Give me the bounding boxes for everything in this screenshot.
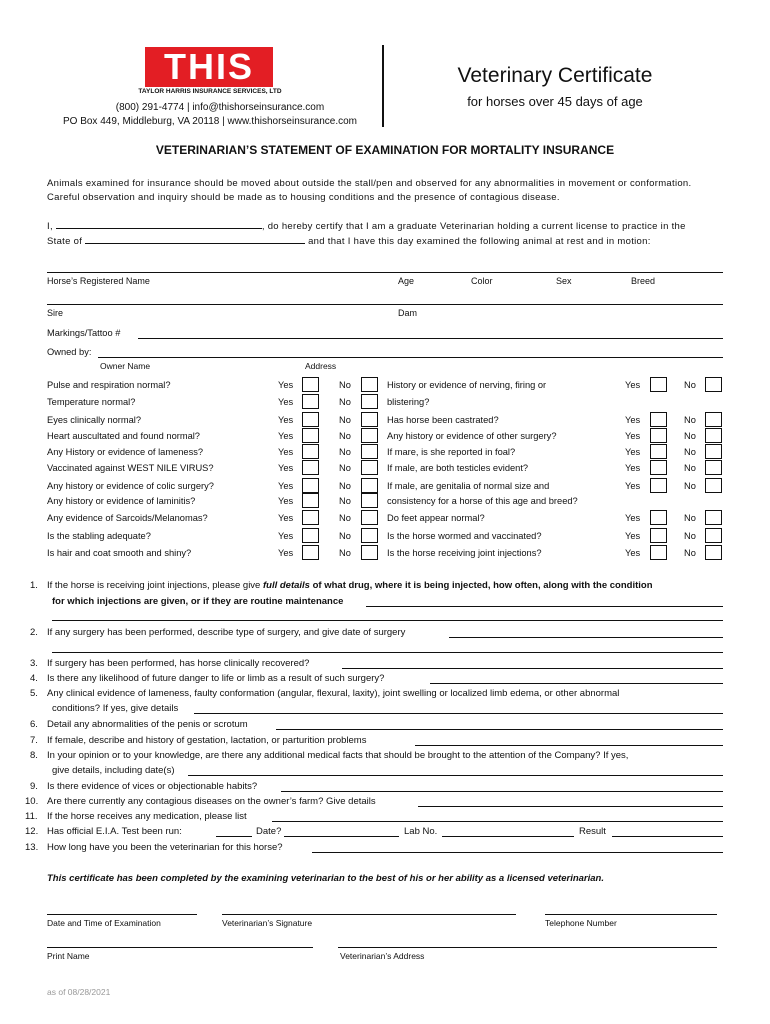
q6-number: 6. bbox=[30, 719, 38, 730]
no-label: No bbox=[339, 380, 351, 390]
q10-text: Are there currently any contagious diseases on the owner’s farm? Give details bbox=[47, 796, 376, 807]
q8-answer-line[interactable] bbox=[188, 775, 723, 776]
yes-label: Yes bbox=[278, 481, 294, 491]
yes-checkbox[interactable] bbox=[650, 460, 667, 475]
q1-text-d: for which injections are given, or if they are routine maintenance bbox=[52, 596, 344, 607]
yes-checkbox[interactable] bbox=[650, 478, 667, 493]
yes-checkbox[interactable] bbox=[302, 478, 319, 493]
q5-text-a: Any clinical evidence of lameness, faulty conformation (angular, flexural, laxity), joint swelling or localized limb edema, or other abnormal bbox=[47, 688, 620, 699]
yes-checkbox[interactable] bbox=[302, 545, 319, 560]
q3-answer-line[interactable] bbox=[342, 668, 723, 669]
no-checkbox[interactable] bbox=[705, 444, 722, 459]
eia-lab-field[interactable] bbox=[442, 836, 574, 837]
left-question: Any History or evidence of lameness? bbox=[47, 447, 204, 457]
left-question: Is hair and coat smooth and shiny? bbox=[47, 548, 192, 558]
yes-checkbox[interactable] bbox=[650, 528, 667, 543]
telephone-label: Telephone Number bbox=[545, 918, 617, 928]
yes-label: Yes bbox=[625, 415, 641, 425]
no-label: No bbox=[339, 415, 351, 425]
q8-text-a: In your opinion or to your knowledge, are there any additional medical facts that should be brought to the attention of the Company? If yes, bbox=[47, 750, 629, 761]
q3-number: 3. bbox=[30, 658, 38, 669]
q1-text bbox=[47, 580, 727, 591]
no-checkbox[interactable] bbox=[705, 412, 722, 427]
contact-address: PO Box 449, Middleburg, VA 20118 | www.thishorseinsurance.com bbox=[62, 116, 358, 127]
right-question: Is the horse wormed and vaccinated? bbox=[387, 531, 542, 541]
company-name: TAYLOR HARRIS INSURANCE SERVICES, LTD bbox=[138, 88, 282, 95]
right-question: Is the horse receiving joint injections? bbox=[387, 548, 542, 558]
q10-answer-line[interactable] bbox=[418, 806, 723, 807]
no-label: No bbox=[684, 447, 696, 457]
yes-label: Yes bbox=[278, 463, 294, 473]
yes-checkbox[interactable] bbox=[650, 412, 667, 427]
no-checkbox[interactable] bbox=[361, 377, 378, 392]
right-question: Has horse been castrated? bbox=[387, 415, 499, 425]
yes-checkbox[interactable] bbox=[650, 444, 667, 459]
yes-checkbox[interactable] bbox=[302, 377, 319, 392]
color-label: Color bbox=[471, 276, 493, 286]
q2-answer-line-2[interactable] bbox=[52, 652, 723, 653]
vet-signature-field[interactable] bbox=[222, 914, 516, 915]
no-label: No bbox=[339, 548, 351, 558]
vet-signature-label: Veterinarian’s Signature bbox=[222, 918, 313, 928]
telephone-field[interactable] bbox=[545, 914, 717, 915]
yes-checkbox[interactable] bbox=[302, 394, 319, 409]
certificate-subtitle: for horses over 45 days of age bbox=[467, 94, 643, 109]
yes-label: Yes bbox=[278, 531, 294, 541]
markings-label: Markings/Tattoo # bbox=[47, 328, 121, 338]
q11-text: If the horse receives any medication, please list bbox=[47, 811, 247, 822]
left-question: Any evidence of Sarcoids/Melanomas? bbox=[47, 513, 208, 523]
sire-dam-line[interactable] bbox=[47, 304, 723, 305]
right-question: History or evidence of nerving, firing or bbox=[387, 380, 547, 390]
left-question: Heart auscultated and found normal? bbox=[47, 431, 200, 441]
intro-paragraph: Animals examined for insurance should be moved about outside the stall/pen and observed for any abnormalities in movement or conformation. Careful observation and inquiry should be made as to housing conditions and the presence of contagious disease. bbox=[47, 178, 692, 203]
q5-answer-line[interactable] bbox=[194, 713, 723, 714]
yes-label: Yes bbox=[278, 513, 294, 523]
q12-lab-label: Lab No. bbox=[404, 826, 438, 837]
yes-checkbox[interactable] bbox=[650, 510, 667, 525]
sire-label: Sire bbox=[47, 308, 64, 318]
no-label: No bbox=[684, 415, 696, 425]
sex-label: Sex bbox=[556, 276, 572, 286]
no-checkbox[interactable] bbox=[361, 478, 378, 493]
q13-number: 13. bbox=[25, 842, 39, 853]
yes-checkbox[interactable] bbox=[302, 528, 319, 543]
q13-text: How long have you been the veterinarian for this horse? bbox=[47, 842, 283, 853]
q2-number: 2. bbox=[30, 627, 38, 638]
q6-answer-line[interactable] bbox=[276, 729, 723, 730]
no-checkbox[interactable] bbox=[361, 460, 378, 475]
print-name-label: Print Name bbox=[47, 951, 90, 961]
right-question: If mare, is she reported in foal? bbox=[387, 447, 516, 457]
no-checkbox[interactable] bbox=[705, 377, 722, 392]
q9-number: 9. bbox=[30, 781, 38, 792]
q12-date-label: Date? bbox=[256, 826, 282, 837]
no-checkbox[interactable] bbox=[361, 545, 378, 560]
state-of-label: State of bbox=[47, 236, 83, 247]
yes-checkbox[interactable] bbox=[302, 412, 319, 427]
markings-field[interactable] bbox=[138, 338, 723, 339]
no-label: No bbox=[684, 380, 696, 390]
q11-answer-line[interactable] bbox=[272, 821, 723, 822]
no-label: No bbox=[339, 496, 351, 506]
no-label: No bbox=[339, 513, 351, 523]
yes-label: Yes bbox=[625, 447, 641, 457]
q3-text: If surgery has been performed, has horse clinically recovered? bbox=[47, 658, 310, 669]
registered-name-line[interactable] bbox=[47, 272, 723, 273]
q6-text: Detail any abnormalities of the penis or scrotum bbox=[47, 719, 248, 730]
no-checkbox[interactable] bbox=[361, 528, 378, 543]
q4-number: 4. bbox=[30, 673, 38, 684]
q1-text-a: If the horse is receiving joint injections, please give bbox=[47, 580, 261, 591]
q7-number: 7. bbox=[30, 735, 38, 746]
yes-label: Yes bbox=[278, 431, 294, 441]
no-checkbox[interactable] bbox=[705, 545, 722, 560]
header-divider bbox=[382, 45, 384, 127]
right-question: blistering? bbox=[387, 397, 430, 407]
left-question: Pulse and respiration normal? bbox=[47, 380, 171, 390]
yes-label: Yes bbox=[278, 380, 294, 390]
veterinarian-name-field[interactable] bbox=[56, 218, 262, 229]
yes-checkbox[interactable] bbox=[650, 377, 667, 392]
yes-label: Yes bbox=[278, 397, 294, 407]
q9-answer-line[interactable] bbox=[281, 791, 723, 792]
no-label: No bbox=[684, 463, 696, 473]
yes-label: Yes bbox=[625, 531, 641, 541]
owner-name-label: Owner Name bbox=[100, 361, 151, 371]
q7-text: If female, describe and history of gestation, lactation, or parturition problems bbox=[47, 735, 367, 746]
q12-result-label: Result bbox=[579, 826, 606, 837]
age-label: Age bbox=[398, 276, 415, 286]
yes-checkbox[interactable] bbox=[302, 444, 319, 459]
q5-text-b: conditions? If yes, give details bbox=[52, 703, 179, 714]
q4-text: Is there any likelihood of future danger to life or limb as a result of such surgery? bbox=[47, 673, 385, 684]
registered-name-label: Horse’s Registered Name bbox=[47, 276, 150, 286]
left-question: Eyes clinically normal? bbox=[47, 415, 142, 425]
q11-number: 11. bbox=[25, 811, 38, 822]
version-date: as of 08/28/2021 bbox=[47, 987, 111, 997]
no-label: No bbox=[339, 481, 351, 491]
logo: THIS bbox=[163, 46, 254, 87]
vet-address-label: Veterinarian’s Address bbox=[340, 951, 425, 961]
q8-text-b: give details, including date(s) bbox=[52, 765, 175, 776]
q12-text-a: Has official E.I.A. Test been run: bbox=[47, 826, 182, 837]
yes-label: Yes bbox=[625, 463, 641, 473]
yes-label: Yes bbox=[625, 548, 641, 558]
q8-number: 8. bbox=[30, 750, 38, 761]
no-checkbox[interactable] bbox=[361, 444, 378, 459]
address-label: Address bbox=[305, 361, 337, 371]
yes-checkbox[interactable] bbox=[302, 428, 319, 443]
completion-statement: This certificate has been completed by the examining veterinarian to the best of his or her ability as a licensed veterinarian. bbox=[47, 873, 604, 884]
yes-checkbox[interactable] bbox=[650, 545, 667, 560]
no-checkbox[interactable] bbox=[705, 528, 722, 543]
certify-text: , do hereby certify that I am a graduate Veterinarian holding a current license to practice in the bbox=[261, 221, 686, 232]
left-question: Any history or evidence of laminitis? bbox=[47, 496, 196, 506]
q13-answer-line[interactable] bbox=[312, 852, 723, 853]
q1-text-emphasis: full details bbox=[262, 580, 310, 591]
state-field[interactable] bbox=[85, 233, 305, 244]
yes-label: Yes bbox=[278, 496, 294, 506]
q1-number: 1. bbox=[30, 580, 38, 591]
date-time-label: Date and Time of Examination bbox=[47, 918, 161, 928]
date-time-field[interactable] bbox=[47, 914, 197, 915]
certificate-title: Veterinary Certificate bbox=[457, 64, 653, 87]
q5-number: 5. bbox=[30, 688, 38, 699]
q9-text: Is there evidence of vices or objectionable habits? bbox=[47, 781, 258, 792]
no-label: No bbox=[684, 481, 696, 491]
eia-date-field[interactable] bbox=[284, 836, 399, 837]
q7-answer-line[interactable] bbox=[415, 745, 723, 746]
q1-answer-line-2[interactable] bbox=[52, 620, 723, 621]
yes-label: Yes bbox=[625, 431, 641, 441]
no-label: No bbox=[339, 397, 351, 407]
no-checkbox[interactable] bbox=[705, 478, 722, 493]
no-label: No bbox=[339, 463, 351, 473]
no-label: No bbox=[339, 447, 351, 457]
yes-checkbox[interactable] bbox=[302, 510, 319, 525]
q1-answer-line[interactable] bbox=[366, 606, 723, 607]
yes-checkbox[interactable] bbox=[650, 428, 667, 443]
left-question: Vaccinated against WEST NILE VIRUS? bbox=[47, 463, 214, 473]
eia-test-field[interactable] bbox=[216, 836, 252, 837]
left-question: Is the stabling adequate? bbox=[47, 531, 151, 541]
no-checkbox[interactable] bbox=[705, 460, 722, 475]
yes-label: Yes bbox=[278, 548, 294, 558]
no-checkbox[interactable] bbox=[705, 428, 722, 443]
no-checkbox[interactable] bbox=[361, 428, 378, 443]
left-question: Temperature normal? bbox=[47, 397, 136, 407]
q10-number: 10. bbox=[25, 796, 39, 807]
yes-checkbox[interactable] bbox=[302, 493, 319, 508]
certify-line-1 bbox=[47, 218, 723, 234]
certify-text-2: and that I have this day examined the following animal at rest and in motion: bbox=[308, 236, 651, 247]
dam-label: Dam bbox=[398, 308, 418, 318]
no-label: No bbox=[684, 513, 696, 523]
no-label: No bbox=[339, 431, 351, 441]
yes-label: Yes bbox=[278, 447, 294, 457]
vet-address-field[interactable] bbox=[338, 947, 717, 948]
yes-label: Yes bbox=[625, 513, 641, 523]
no-checkbox[interactable] bbox=[705, 510, 722, 525]
statement-heading: VETERINARIAN’S STATEMENT OF EXAMINATION FOR MORTALITY INSURANCE bbox=[155, 143, 615, 157]
certify-i: I, bbox=[47, 221, 53, 232]
q4-answer-line[interactable] bbox=[430, 683, 723, 684]
owned-by-label: Owned by: bbox=[47, 347, 92, 357]
q2-answer-line[interactable] bbox=[449, 637, 723, 638]
right-question: If male, are genitalia of normal size and bbox=[387, 481, 550, 491]
right-question: consistency for a horse of this age and breed? bbox=[387, 496, 578, 506]
print-name-field[interactable] bbox=[47, 947, 313, 948]
q1-text-c: of what drug, where it is being injected, how often, along with the condition bbox=[312, 580, 653, 591]
yes-label: Yes bbox=[625, 481, 641, 491]
eia-result-field[interactable] bbox=[612, 836, 723, 837]
contact-phone-email: (800) 291-4774 | info@thishorseinsurance.com bbox=[115, 102, 325, 113]
q12-number: 12. bbox=[25, 826, 39, 837]
left-question: Any history or evidence of colic surgery? bbox=[47, 481, 214, 491]
no-label: No bbox=[684, 548, 696, 558]
right-question: Any history or evidence of other surgery? bbox=[387, 431, 557, 441]
no-checkbox[interactable] bbox=[361, 394, 378, 409]
right-question: Do feet appear normal? bbox=[387, 513, 485, 523]
no-label: No bbox=[339, 531, 351, 541]
no-checkbox[interactable] bbox=[361, 493, 378, 508]
certify-line-2 bbox=[47, 233, 723, 249]
right-question: If male, are both testicles evident? bbox=[387, 463, 529, 473]
no-label: No bbox=[684, 431, 696, 441]
no-checkbox[interactable] bbox=[361, 510, 378, 525]
no-checkbox[interactable] bbox=[361, 412, 378, 427]
yes-label: Yes bbox=[625, 380, 641, 390]
q2-text: If any surgery has been performed, describe type of surgery, and give date of surgery bbox=[47, 627, 406, 638]
yes-label: Yes bbox=[278, 415, 294, 425]
yes-checkbox[interactable] bbox=[302, 460, 319, 475]
owned-by-field[interactable] bbox=[98, 357, 723, 358]
no-label: No bbox=[684, 531, 696, 541]
breed-label: Breed bbox=[631, 276, 656, 286]
